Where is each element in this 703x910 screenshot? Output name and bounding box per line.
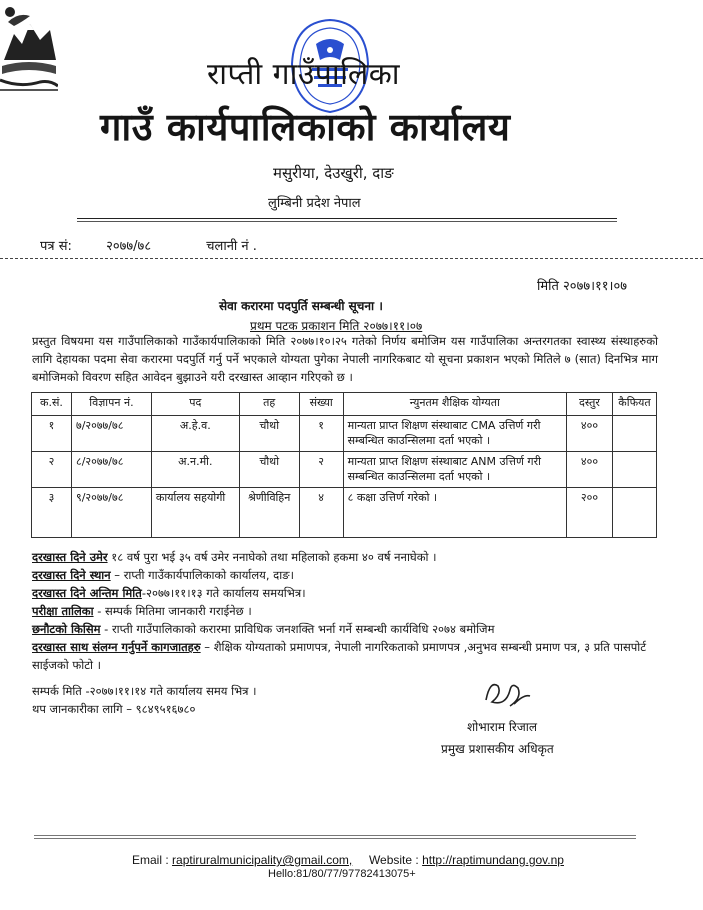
vacancy-table: [31, 392, 657, 538]
cell-fee: ४००: [567, 416, 613, 452]
reference-row: [40, 236, 257, 254]
cell-fee: २००: [567, 488, 613, 538]
cell-level: चौथो: [239, 416, 299, 452]
col-ad-no: विज्ञापन नं.: [71, 393, 151, 416]
detail-deadline: [32, 584, 672, 602]
cell-ad-no: ९/२०७७/७८: [71, 488, 151, 538]
table-row: [32, 452, 657, 488]
nepal-emblem-logo: [0, 0, 58, 98]
table-row: [32, 416, 657, 452]
notice-body: प्रस्तुत विषयमा यस गाउँपालिकाको गाउँकार्यपालिकाको मिति २०७७।१०।२५ गतेको निर्णय बमोजिम यस गाउँपालिका अन्तरगतका स्वास्थ्य संस्थाहरुको लागि देहायका पदमा सेवा करारमा पदपुर्ति गर्नु पर्ने भएकाले योग्यता पुगेका नेपाली नागरिकबाट यो सूचना प्रकाशन भएको मितिले ७ (सात) दिनभित्र माग बमोजिमको विवरण सहित आवेदन बुझाउने यरी दरखास्त आव्हान गरिएको छ ।: [32, 334, 658, 384]
cell-serial: १: [32, 416, 72, 452]
province-line: लुम्बिनी प्रदेश नेपाल: [268, 196, 361, 211]
cell-post: अ.न.मी.: [151, 452, 239, 488]
cell-level: चौथो: [239, 452, 299, 488]
more-info-phone: थप जानकारीका लागि – ९८४९५१६७८०: [32, 702, 196, 716]
dispatch-no-label: चलानी नं .: [206, 239, 257, 254]
rural-municipality-name: राप्ती गाउँपालिका: [207, 57, 401, 92]
signatory-name: शोभाराम रिजाल: [467, 720, 537, 734]
col-qualification: न्युनतम शैक्षिक योग्यता: [343, 393, 566, 416]
cell-qualification: मान्यता प्राप्त शिक्षण संस्थाबाट CMA उत्तिर्ण गरी सम्बन्धित काउन्सिलमा दर्ता भएको ।: [343, 416, 566, 452]
detail-deadline-label: दरखास्त दिने अन्तिम मिति: [32, 586, 142, 600]
cell-serial: २: [32, 452, 72, 488]
detail-exam: [32, 602, 672, 620]
table-row: [32, 488, 657, 538]
signatory-designation: प्रमुख प्रशासकीय अधिकृत: [441, 742, 554, 756]
footer-divider: [34, 835, 636, 836]
detail-documents-text: – शैक्षिक योग्यताको प्रमाणपत्र, नेपाली नागरिकताको प्रमाणपत्र ,अनुभव सम्बन्धी प्रमाण पत्र, ३ प्रति पासपोर्ट साईजको फोटो ।: [32, 640, 647, 672]
cell-level: श्रेणीविहिन: [239, 488, 299, 538]
office-title: गाउँ कार्यपालिकाको कार्यालय: [100, 105, 511, 149]
notice-title: सेवा करारमा पदपुर्ति सम्बन्धी सूचना ।: [219, 299, 383, 313]
detail-selection-text: - राप्ती गाउँपालिकाको करारमा प्राविधिक जनशक्ति भर्ना गर्ने सम्बन्धी कार्यविधि २०७४ बमोजिम: [100, 622, 495, 636]
footer-contact-line: [132, 853, 564, 867]
col-count: संख्या: [299, 393, 343, 416]
cell-remarks: [612, 488, 656, 538]
detail-deadline-text: -२०७७।११।१३ गते कार्यालय समयभित्र।: [141, 586, 306, 600]
first-publication-date: प्रथम पटक प्रकाशन मिति २०७७।११।०७: [250, 319, 423, 333]
footer-phone-line: Hello:81/80/77/97782413075+: [268, 868, 416, 880]
address-line: मसुरीया, देउखुरी, दाङ: [273, 164, 394, 182]
website-link[interactable]: http://raptimundang.gov.np: [422, 853, 564, 867]
cell-ad-no: ७/२०७७/७८: [71, 416, 151, 452]
cell-fee: ४००: [567, 452, 613, 488]
email-link[interactable]: raptiruralmunicipality@gmail.com,: [172, 853, 353, 867]
detail-place-text: – राप्ती गाउँकार्यपालिकाको कार्यालय, दाङ।: [110, 568, 294, 582]
cell-ad-no: ८/२०७७/७८: [71, 452, 151, 488]
col-level: तह: [239, 393, 299, 416]
letter-no-value: २०७७/७८: [106, 239, 152, 254]
detail-selection: [32, 620, 672, 638]
cell-count: ४: [299, 488, 343, 538]
cell-count: २: [299, 452, 343, 488]
header-divider: [77, 218, 617, 219]
cell-qualification: ८ कक्षा उत्तिर्ण गरेको ।: [343, 488, 566, 538]
website-label: Website :: [368, 853, 419, 867]
detail-exam-label: परीक्षा तालिका: [32, 604, 94, 618]
detail-age: [32, 548, 672, 566]
cell-count: १: [299, 416, 343, 452]
detail-exam-text: - सम्पर्क मितिमा जानकारी गराईनेछ ।: [93, 604, 252, 618]
footer-divider-secondary: [34, 838, 636, 839]
contact-date: सम्पर्क मिति -२०७७।११।१४ गते कार्यालय समय भित्र ।: [32, 684, 257, 698]
letter-no-label: पत्र सं:: [40, 239, 72, 254]
cell-serial: ३: [32, 488, 72, 538]
table-header-row: [32, 393, 657, 416]
email-label: Email :: [132, 853, 169, 867]
detail-documents-label: दरखास्त साथ संलग्न गर्नुपर्ने कागजातहरु: [32, 640, 201, 654]
notice-date: मिति २०७७।११।०७: [537, 279, 627, 294]
signature-mark: [480, 676, 534, 712]
cell-remarks: [612, 452, 656, 488]
col-serial: क.सं.: [32, 393, 72, 416]
cell-remarks: [612, 416, 656, 452]
detail-age-text: १८ वर्ष पुरा भई ३५ वर्ष उमेर ननाघेको तथा महिलाको हकमा ४० वर्ष ननाघेको ।: [107, 550, 437, 564]
col-remarks: कैफियत: [612, 393, 656, 416]
detail-age-label: दरखास्त दिने उमेर: [32, 550, 108, 564]
detail-documents: [32, 638, 672, 674]
col-fee: दस्तुर: [567, 393, 613, 416]
cell-qualification: मान्यता प्राप्त शिक्षण संस्थाबाट ANM उत्तिर्ण गरी सम्बन्धित काउन्सिलमा दर्ता भएको ।: [343, 452, 566, 488]
header-divider-secondary: [77, 221, 617, 222]
reference-divider: [0, 258, 703, 259]
detail-selection-label: छनौटको किसिम: [32, 622, 101, 636]
col-post: पद: [151, 393, 239, 416]
cell-post: अ.हे.व.: [151, 416, 239, 452]
detail-place-label: दरखास्त दिने स्थान: [32, 568, 111, 582]
cell-post: कार्यालय सहयोगी: [151, 488, 239, 538]
detail-place: [32, 566, 672, 584]
